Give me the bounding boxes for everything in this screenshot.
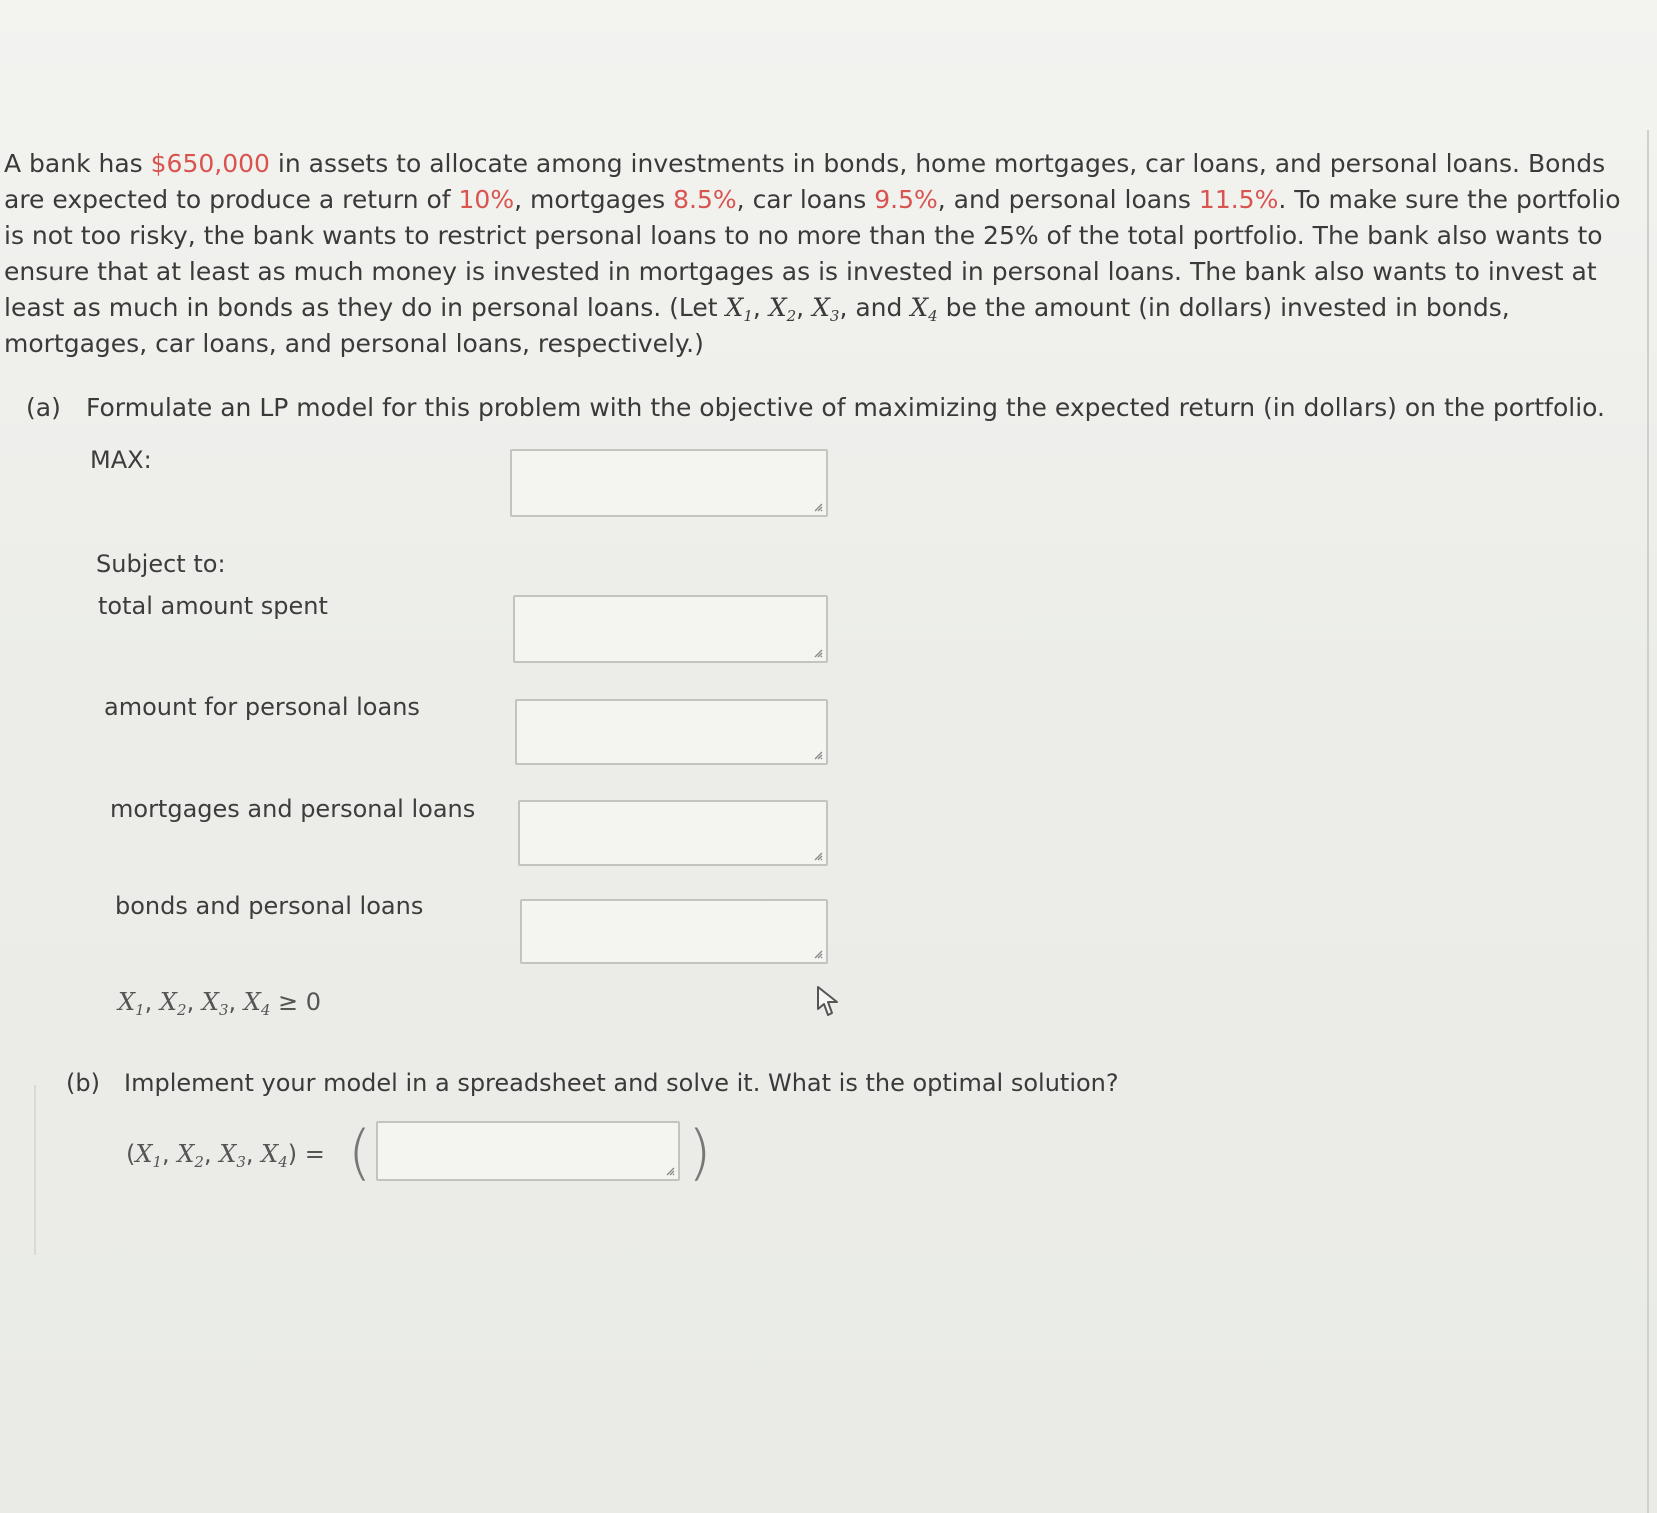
close-paren: ) (688, 1118, 712, 1188)
mortgages-rate: 8.5% (673, 185, 737, 214)
var-x1: $X_1$ (725, 293, 753, 325)
max-label: MAX: (90, 446, 152, 474)
mortgages-personal-input[interactable] (518, 800, 828, 866)
car-loans-rate: 9.5% (874, 185, 938, 214)
solution-tuple-label: ($X_1$, $X_2$, $X_3$, $X_4$) = (126, 1140, 325, 1171)
personal-loans-input[interactable] (515, 699, 828, 765)
right-border (1647, 130, 1649, 1513)
constraint-label-personal-loans: amount for personal loans (104, 693, 420, 721)
left-border (34, 1085, 36, 1255)
optimal-solution-input[interactable] (376, 1121, 680, 1181)
objective-input[interactable] (510, 449, 828, 517)
constraint-label-mortgages-personal: mortgages and personal loans (110, 795, 476, 823)
subject-to-label: Subject to: (96, 550, 226, 578)
part-a-text: Formulate an LP model for this problem with the objective of maximizing the expected return (in dollars) on the portfolio. (86, 393, 1605, 422)
constraint-label-total-amount: total amount spent (98, 592, 328, 620)
var-x3: $X_3$ (812, 293, 840, 325)
var-x2: $X_2$ (768, 293, 797, 325)
part-b-tag: (b) (66, 1069, 100, 1097)
part-b-text: Implement your model in a spreadsheet and solve it. What is the optimal solution? (124, 1069, 1119, 1097)
personal-loans-rate: 11.5% (1198, 185, 1279, 214)
mouse-pointer-icon (816, 985, 846, 1019)
part-a-tag: (a) (26, 393, 61, 422)
assets-value: $650,000 (150, 149, 270, 178)
problem-statement: A bank has $650,000 in assets to allocate among investments in bonds, home mortgages, car loans, and personal loans. Bonds are expected to produce a return of 10%, mortgages 8.5%, car loans 9.5%, and personal loans 11.5%. To make sure the portfolio is not too risky, the bank wants to restrict personal loans to no more than the 25% of the total portfolio. The bank also wants to ensure that at least as much money is invested in mortgages as is invested in personal loans. The bank also wants to invest at least as much in bonds as they do in personal loans. (Let $X_1$, $X_2$, $X_3$, and $X_4$ be the amount (in dollars) invested in bonds, mortgages, car loans, and personal loans, respectively.) (4, 149, 1621, 358)
bonds-rate: 10% (458, 185, 515, 214)
resize-handle-icon (665, 1166, 675, 1176)
open-paren: ( (348, 1118, 372, 1188)
part-b-heading (66, 1069, 1119, 1097)
resize-handle-icon (813, 949, 823, 959)
total-amount-input[interactable] (513, 595, 828, 663)
resize-handle-icon (813, 750, 823, 760)
bonds-personal-input[interactable] (520, 899, 828, 964)
resize-handle-icon (813, 502, 823, 512)
constraint-label-bonds-personal: bonds and personal loans (115, 892, 424, 920)
var-x4: $X_4$ (910, 293, 938, 325)
resize-handle-icon (813, 851, 823, 861)
resize-handle-icon (813, 648, 823, 658)
nonnegativity-constraint: $X_1$, $X_2$, $X_3$, $X_4 \ge 0$ (118, 988, 322, 1019)
part-a-heading (26, 393, 1605, 422)
